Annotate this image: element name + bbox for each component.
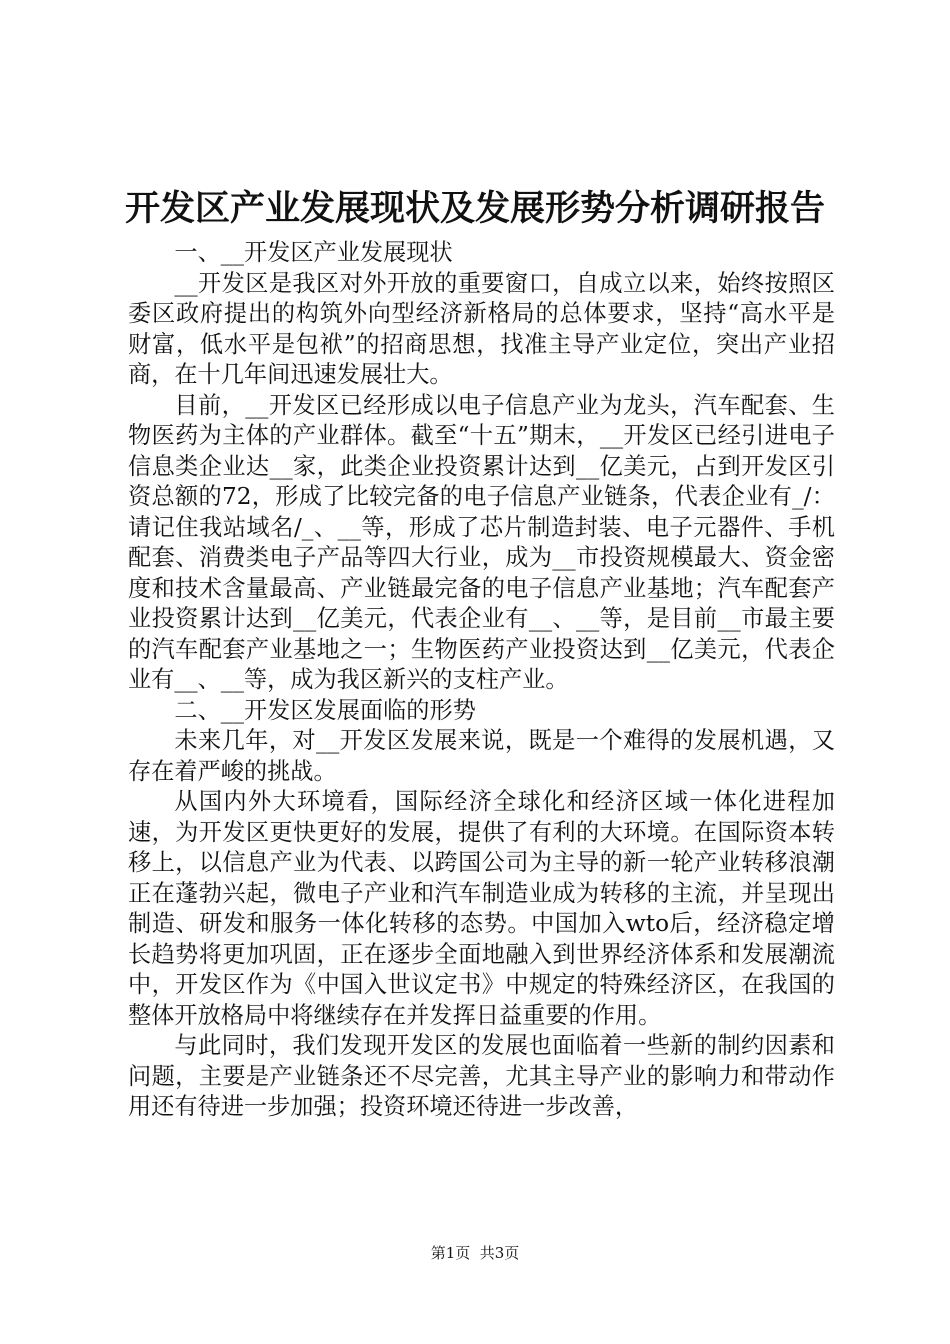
body-paragraph: 从国内外大环境看，国际经济全球化和经济区域一体化进程加速，为开发区更快更好的发展，提供了有利的大环境。在国际资本转移上，以信息产业为代表、以跨国公司为主导的新一轮产业转移浪潮正在蓬勃兴起，微电子产业和汽车制造业成为转移的主流，并呈现出制造、研发和服务一体化转移的态势。中国加入wto后，经济稳定增长趋势将更加巩固，正在逐步全面地融入到世界经济体系和发展潮流中，开发区作为《中国入世议定书》中规定的特殊经济区，在我国的整体开放格局中将继续存在并发挥日益重要的作用。 <box>128 788 835 1029</box>
body-paragraph: 与此同时，我们发现开发区的发展也面临着一些新的制约因素和问题，主要是产业链条还不尽完善，尤其主导产业的影响力和带动作用还有待进一步加强；投资环境还待进一步改善， <box>128 1032 835 1120</box>
document-title: 开发区产业发展现状及发展形势分析调研报告 <box>124 188 825 229</box>
document-body <box>128 238 835 1123</box>
page-footer: 第1页 共3页 <box>430 1244 520 1262</box>
section-heading: 二、__开发区发展面临的形势 <box>174 696 476 724</box>
body-paragraph: 未来几年，对__开发区发展来说，既是一个难得的发展机遇，又存在着严峻的挑战。 <box>128 727 835 785</box>
body-paragraph: __开发区是我区对外开放的重要窗口，自成立以来，始终按照区委区政府提出的构筑外向型经济新格局的总体要求，坚持“高水平是财富，低水平是包袱”的招商思想，找准主导产业定位，突出产业招商，在十几年间迅速发展壮大。 <box>128 269 835 388</box>
body-paragraph: 目前，__开发区已经形成以电子信息产业为龙头，汽车配套、生物医药为主体的产业群体。截至“十五”期末，__开发区已经引进电子信息类企业达__家，此类企业投资累计达到__亿美元，占到开发区引资总额的72，形成了比较完备的电子信息产业链条，代表企业有_/：请记住我站域名/_、__等，形成了芯片制造封装、电子元器件、手机配套、消费类电子产品等四大行业，成为__市投资规模最大、资金密度和技术含量最高、产业链最完备的电子信息产业基地；汽车配套产业投资累计达到__亿美元，代表企业有__、__等，是目前__市最主要的汽车配套产业基地之一；生物医药产业投资达到__亿美元，代表企业有__、__等，成为我区新兴的支柱产业。 <box>128 391 835 693</box>
section-heading: 一、__开发区产业发展现状 <box>174 239 453 266</box>
